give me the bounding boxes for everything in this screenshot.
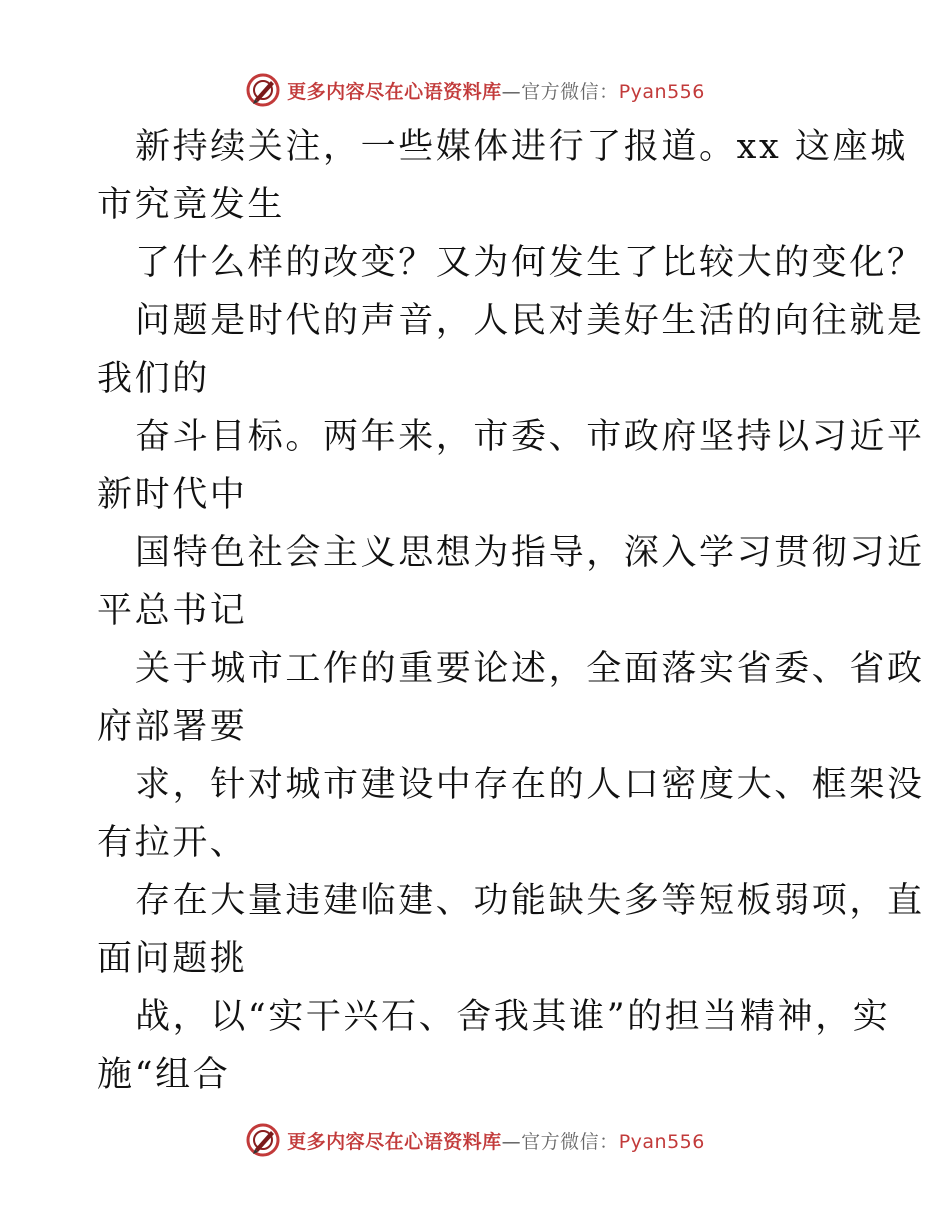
banner-text — [287, 1127, 705, 1154]
banner-dash: — — [501, 1130, 522, 1153]
pen-logo-icon — [245, 72, 281, 108]
text-line: 国特色社会主义思想为指导，深入学习贯彻习近 — [135, 533, 925, 573]
text-line: 了什么样的改变？又为何发生了比较大的变化？ — [135, 243, 925, 283]
banner-lead: 更多内容尽在心语资料库 — [287, 1130, 502, 1153]
text-line: 新时代中 — [97, 475, 248, 515]
document-body — [97, 118, 925, 1104]
pen-logo-icon — [245, 1122, 281, 1158]
text-line: 我们的 — [97, 359, 210, 399]
header-banner — [0, 70, 950, 110]
text-line: 问题是时代的声音，人民对美好生活的向往就是 — [135, 301, 925, 341]
banner-wechat-label: 官方微信： — [521, 1130, 619, 1153]
text-line: 存在大量违建临建、功能缺失多等短板弱项，直 — [135, 881, 925, 921]
banner-wechat-id: Pyan556 — [618, 1130, 705, 1153]
text-line: 市究竟发生 — [97, 185, 286, 225]
banner-text — [287, 77, 705, 104]
banner-wechat-id: Pyan556 — [618, 80, 705, 103]
banner-lead: 更多内容尽在心语资料库 — [287, 80, 502, 103]
footer-banner — [0, 1120, 950, 1160]
text-line: 战，以“实干兴石、舍我其谁”的担当精神，实 — [135, 997, 891, 1037]
banner-dash: — — [501, 80, 522, 103]
text-line: 奋斗目标。两年来，市委、市政府坚持以习近平 — [135, 417, 925, 457]
text-line: 面问题挑 — [97, 939, 248, 979]
text-line: 府部署要 — [97, 707, 248, 747]
banner-wechat-label: 官方微信： — [521, 80, 619, 103]
text-line: 有拉开、 — [97, 823, 248, 863]
text-line: 平总书记 — [97, 591, 248, 631]
text-line: 求，针对城市建设中存在的人口密度大、框架没 — [135, 765, 925, 805]
text-line: 施“组合 — [97, 1055, 231, 1095]
text-line: 关于城市工作的重要论述，全面落实省委、省政 — [135, 649, 925, 689]
text-line: 新持续关注，一些媒体进行了报道。xx 这座城 — [135, 127, 908, 167]
